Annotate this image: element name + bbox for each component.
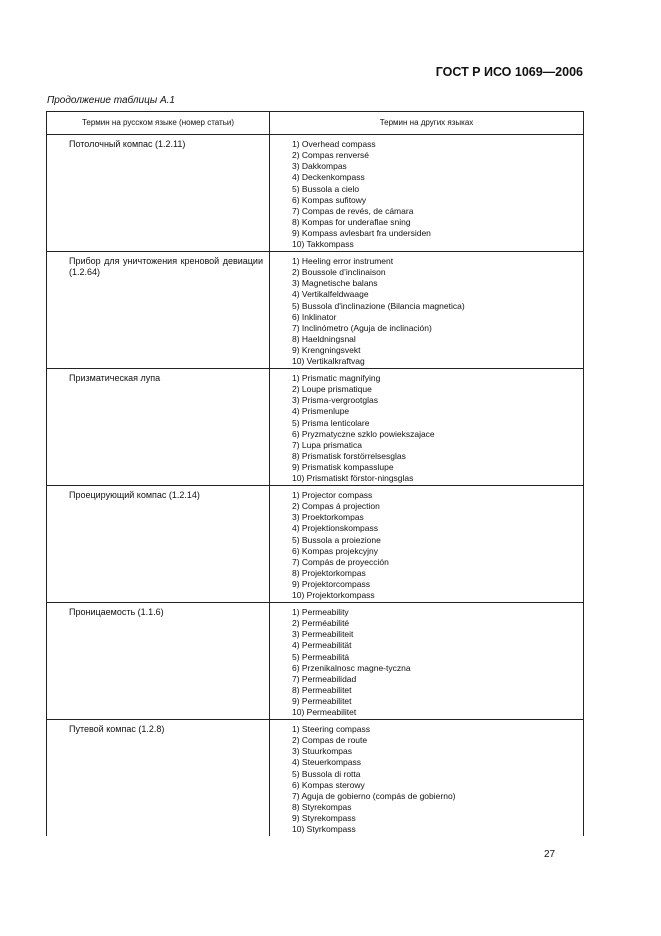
table-row: [47, 252, 583, 369]
translation-list: [292, 490, 389, 602]
column-header-russian: Термин на русском языке (номер статьи): [81, 118, 235, 127]
translation-item: 10) Projektorkompass: [292, 590, 375, 601]
translation-item: 7) Permeabilidad: [292, 673, 357, 684]
translation-list: [292, 256, 465, 368]
translation-item: 8) Prismatisk forstörrelsesglas: [292, 451, 406, 462]
translation-item: 10) Vertikalkraftvag: [292, 356, 365, 367]
translation-item: 3) Prisma-vergrootglas: [292, 395, 378, 406]
table-header: [47, 112, 583, 135]
translation-item: 7) Lupa prismatica: [292, 439, 362, 450]
translation-item: 7) Aguja de gobierno (compás de gobierno): [292, 790, 456, 801]
translation-item: 8) Kompas for underaflae sning: [292, 217, 411, 228]
translation-item: 5) Bussola a cielo: [292, 183, 360, 194]
translation-item: 9) Krengningsvekt: [292, 345, 361, 356]
translation-item: 6) Kompas sufitowy: [292, 194, 367, 205]
translation-item: 8) Haeldningsnal: [292, 334, 356, 345]
document-id: ГОСТ Р ИСО 1069—2006: [435, 65, 583, 79]
translation-list: [292, 139, 431, 251]
translation-item: 3) Permeabiliteit: [292, 629, 354, 640]
column-header-other-languages: Термин на других языках: [379, 118, 474, 127]
translation-item: 4) Vertikalfeldwaage: [292, 289, 369, 300]
translation-list: [292, 607, 411, 719]
translation-item: 7) Compás de proyección: [292, 556, 389, 567]
translation-item: 10) Takkompass: [292, 239, 354, 250]
translation-item: 3) Magnetische balans: [292, 278, 378, 289]
translation-item: 1) Heeling error instrument: [292, 256, 394, 266]
translation-item: 1) Projector compass: [292, 490, 373, 500]
russian-term: Потолочный компас (1.2.11): [69, 139, 186, 149]
translation-item: 2) Loupe prismatique: [292, 384, 372, 395]
russian-term: Прибор для уничтожения креновой девиации (1.2.64): [69, 256, 263, 278]
table-row: [47, 603, 583, 720]
translation-item: 6) Kompas projekcyjny: [292, 545, 378, 556]
translation-item: 1) Overhead compass: [292, 139, 376, 149]
table-row: [47, 486, 583, 603]
translation-item: 3) Stuurkompas: [292, 746, 352, 757]
translation-list: [292, 724, 456, 836]
translation-item: 2) Perméabilité: [292, 618, 350, 629]
table-row: [47, 369, 583, 486]
translation-item: 9) Prismatisk kompasslupe: [292, 462, 394, 473]
table-row: [47, 135, 583, 252]
terms-table: [46, 111, 584, 836]
translation-item: 8) Styrekompas: [292, 802, 352, 813]
translation-item: 8) Permeabilitet: [292, 685, 352, 696]
translation-item: 6) Kompas sterowy: [292, 779, 365, 790]
russian-term: Проецирующий компас (1.2.14): [69, 490, 200, 500]
translation-item: 5) Prisma lenticolare: [292, 417, 370, 428]
translation-item: 3) Dakkompas: [292, 161, 347, 172]
translation-item: 2) Compas de route: [292, 735, 368, 746]
translation-item: 5) Bussola a proiezione: [292, 534, 381, 545]
translation-item: 4) Prismenlupe: [292, 406, 350, 417]
translation-item: 8) Projektorkompas: [292, 568, 366, 579]
table-caption: Продолжение таблицы А.1: [47, 95, 175, 106]
russian-term: Призматическая лупа: [69, 373, 161, 383]
russian-term: Проницаемость (1.1.6): [69, 607, 164, 617]
translation-item: 3) Proektorkompas: [292, 512, 364, 523]
page-number: 27: [544, 849, 556, 860]
translation-item: 5) Bussola di rotta: [292, 768, 361, 779]
translation-item: 6) Inklinator: [292, 311, 337, 322]
translation-item: 1) Prismatic magnifying: [292, 373, 381, 383]
translation-item: 1) Permeability: [292, 607, 349, 617]
translation-item: 10) Permeabilitet: [292, 707, 357, 718]
translation-item: 10) Styrkompass: [292, 824, 356, 835]
translation-item: 9) Styrekompass: [292, 813, 356, 824]
translation-item: 2) Compas renversé: [292, 150, 370, 161]
translation-item: 7) Inclinómetro (Aguja de inclinación): [292, 322, 432, 333]
translation-item: 10) Prismatiskt förstor-ningsglas: [292, 473, 414, 484]
translation-item: 5) Bussola d'inclinazione (Bilancia magnetica): [292, 300, 465, 311]
translation-item: 9) Permeabilitet: [292, 696, 352, 707]
translation-item: 4) Steuerkompass: [292, 757, 361, 768]
translation-item: 2) Boussole d’inclinaison: [292, 267, 386, 278]
translation-item: 7) Compas de revés, de cámara: [292, 205, 414, 216]
translation-item: 6) Pryzmatyczne szklo powiekszajace: [292, 428, 435, 439]
table-row: [47, 720, 583, 836]
translation-item: 4) Projektionskompass: [292, 523, 378, 534]
translation-item: 1) Steering compass: [292, 724, 370, 734]
translation-list: [292, 373, 435, 485]
translation-item: 9) Projektorcompass: [292, 579, 370, 590]
translation-item: 5) Permeabilitá: [292, 651, 350, 662]
translation-item: 4) Permeabilität: [292, 640, 352, 651]
russian-term: Путевой компас (1.2.8): [69, 724, 165, 734]
translation-item: 6) Przenikalnosc magne-tyczna: [292, 662, 411, 673]
translation-item: 9) Kompass avlesbart fra undersiden: [292, 228, 431, 239]
translation-item: 4) Deckenkompass: [292, 172, 365, 183]
translation-item: 2) Compas á projection: [292, 501, 380, 512]
